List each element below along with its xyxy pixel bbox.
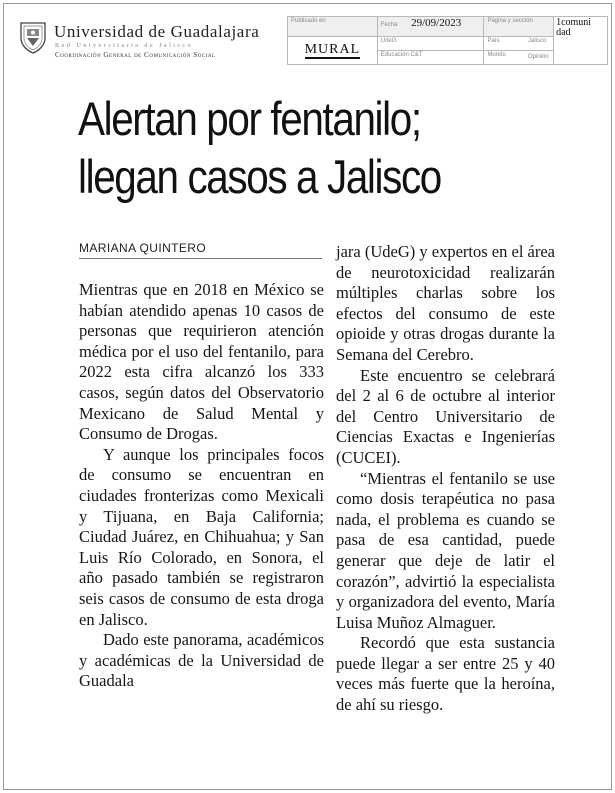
paragraph: Recordó que esta sustancia puede llegar a ser entre 25 y 40 veces más fuerte que la heroína, de ahí su riesgo. (336, 633, 555, 715)
university-subtitle: Red Universitaria de Jalisco (55, 42, 194, 49)
publicado-en-label: Publicado en (288, 17, 378, 37)
paragraph: Dado este panorama, académicos y académicas de la Universidad de Guadala (79, 630, 324, 691)
mural-logo: MURAL (304, 41, 361, 57)
mural-logo-cell (288, 37, 378, 65)
pagina-value-cell (554, 17, 608, 65)
fecha-label: Fecha (380, 22, 398, 28)
paragraph: “Mientras el fentanilo se use como dosis terapéutica no pasa nada, el problema es cuando se pasa de esa cantidad, puede generar que deje de latir el corazón”, advirtió la especialista y organizadora del evento, María Luisa Muñoz Almaguer. (336, 468, 555, 632)
headline-line-2: llegan casos a Jalisco (78, 150, 441, 203)
pagina-label: Página y sección (484, 17, 554, 37)
article-column-2 (336, 242, 555, 716)
cell-udeg: UdeG (377, 37, 484, 51)
cell-educacion: Educación C&T (377, 51, 484, 65)
university-seal-icon (18, 20, 48, 54)
cell-jalisco: Jalisco (528, 38, 547, 44)
article-column-1 (79, 280, 324, 692)
cell-opinion: Opinión (528, 54, 549, 60)
paragraph: Este encuentro se celebrará del 2 al 6 de octubre al interior del Centro Universitario de Ciencias Exactas e Ingenierías (CUCEI). (336, 365, 555, 467)
paragraph: jara (UdeG) y expertos en el área de neurotoxicidad realizarán múltiples charlas sobre los efectos del consumo de este opioide y otras drogas durante la Semana del Cerebro. (336, 242, 555, 364)
paragraph: Y aunque los principales focos de consumo se encuentran en ciudades fronterizas como Mexicali y Tijuana, en Baja California; Ciudad Juárez, en Chihuahua; y San Luis Río Colorado, en Sonora, el año pasado también se registraron seis casos de consumo de esta droga en Jalisco. (79, 444, 324, 629)
university-header (18, 20, 280, 62)
byline: MARIANA QUINTERO (79, 241, 207, 255)
fecha-value: 29/09/2023 (411, 17, 462, 29)
university-name: Universidad de Guadalajara (54, 22, 260, 41)
headline (78, 90, 491, 206)
publication-table (287, 16, 608, 65)
paragraph: Mientras que en 2018 en México se habían atendido apenas 10 casos de personas que requirieron atención médica por el uso del fentanilo, para 2022 esta cifra alcanzó los 333 casos, según datos del Observatorio Mexicano de Salud Mental y Consumo de Drogas. (79, 280, 324, 444)
cell-mundo: Mundo (484, 51, 554, 65)
fecha-cell (377, 17, 484, 37)
pagina-value: 1comunidad (556, 17, 592, 38)
headline-line-1: Alertan por fentanilo; (78, 92, 421, 145)
byline-divider (79, 258, 322, 259)
coordination-label: Coordinación General de Comunicación Social (55, 51, 216, 59)
cell-pais: País (484, 37, 554, 51)
